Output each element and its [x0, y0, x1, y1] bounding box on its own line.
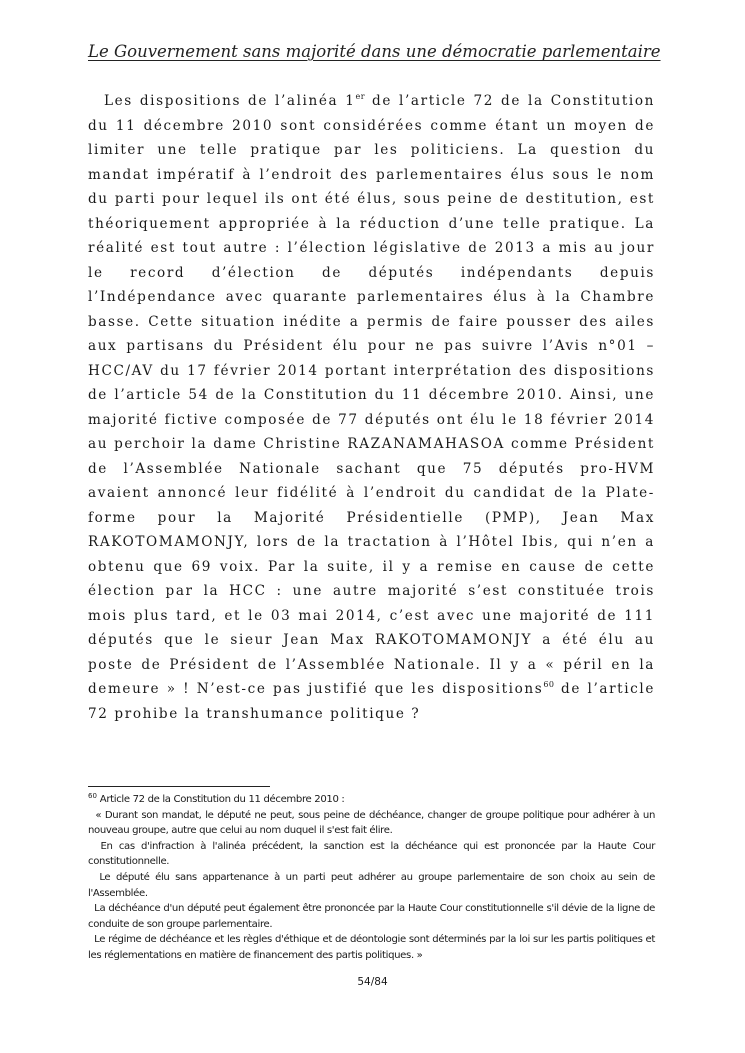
paragraph-text-part-1: Les dispositions de l’alinéa 1: [104, 93, 356, 109]
footnote-number: 60: [88, 792, 97, 800]
superscript-er: er: [355, 92, 366, 101]
footnote-line-5: Le régime de déchéance et les règles d'éthique et de déontologie sont déterminés par la loi sur les partis politiques et les réglementations en matière de financement des partis politiques. »: [88, 934, 656, 961]
main-paragraph: [88, 89, 655, 726]
paragraph-text-part-3: de l’article 72 prohibe la transhumance politique ?: [88, 681, 655, 722]
footnote-60: [88, 792, 655, 964]
footnote-line-3: Le député élu sans appartenance à un parti peut adhérer au groupe parlementaire de son choix au sein de l'Assemblée.: [88, 871, 655, 899]
running-header-title: Le Gouvernement sans majorité dans une démocratie parlementaire: [88, 42, 661, 61]
footnote-title: Article 72 de la Constitution du 11 décembre 2010 :: [96, 794, 345, 805]
footnote-line-2: En cas d'infraction à l'alinéa précédent, la sanction est la déchéance qui est prononcée par la Haute Cour constitutionnelle.: [88, 840, 655, 868]
footnote-separator: [88, 786, 270, 787]
paragraph-text-part-2: de l’article 72 de la Constitution du 11 décembre 2010 sont considérées comme étant un moyen de limiter une telle pratique par les politiciens. La question du mandat impératif à l’endroit des parlementaires élus sous le nom du parti pour lequel ils ont été élus, sous peine de destitution, est théoriquement appropriée à la réduction d’une telle pratique. La réalité est tout autre : l’élection législative de 2013 a mis au jour le record d’élection de députés indépendants depuis l’Indépendance avec quarante parlementaires élus à la Chambre basse. Cette situation inédite a permis de faire pousser des ailes aux partisans du Président élu pour ne pas suivre l’Avis n°01 – HCC/AV du 17 février 2014 portant interprétation des dispositions de l’article 54 de la Constitution du 11 décembre 2010. Ainsi, une majorité fictive composée de 77 députés ont élu le 18 février 2014 au perchoir la dame Christine RAZANAMAHASOA comme Président de l’Assemblée Nationale sachant que 75 députés pro-HVM avaient annoncé leur fidélité à l’endroit du candidat de la Plate-forme pour la Majorité Présidentielle (PMP), Jean Max RAKOTOMAMONJY, lors de la tractation à l’Hôtel Ibis, qui n’en a obtenu que 69 voix. Par la suite, il y a remise en cause de cette élection par la HCC : une autre majorité s’est constituée trois mois plus tard, et le 03 mai 2014, c’est avec une majorité de 111 députés que le sieur Jean Max RAKOTOMAMONJY a été élu au poste de Président de l’Assemblée Nationale. Il y a « péril en la demeure » ! N’est-ce pas justifié que les dispositions: [88, 93, 655, 697]
footnote-reference-60[interactable]: 60: [543, 680, 555, 689]
footnote-line-1: « Durant son mandat, le député ne peut, sous peine de déchéance, changer de groupe politique pour adhérer à un nouveau groupe, autre que celui au nom duquel il s'est fait élire.: [88, 809, 656, 837]
page-number: 54/84: [357, 976, 388, 988]
footnote-line-4: La déchéance d'un député peut également être prononcée par la Haute Cour constitutionnelle s'il dévie de la ligne de conduite de son groupe parlementaire.: [88, 903, 655, 930]
